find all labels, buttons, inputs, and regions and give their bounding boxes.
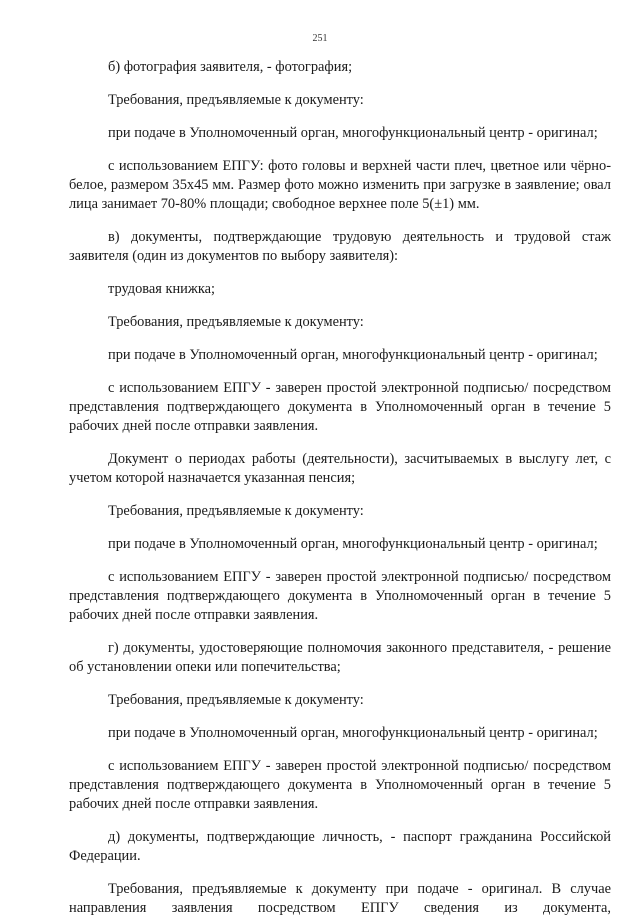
paragraph-representative-docs-item: г) документы, удостоверяющие полномочия законного представителя, - решение об установлении опеки или попечительства; xyxy=(69,640,611,675)
page-number: 251 xyxy=(312,33,328,44)
paragraph-original-submission: при подаче в Уполномоченный орган, многофункциональный центр - оригинал; xyxy=(108,536,598,552)
paragraph-epgu-photo-spec: с использованием ЕПГУ: фото головы и верхней части плеч, цветное или чёрно-белое, размером 35х45 мм. Размер фото можно изменить при загрузке в заявление; овал лица занимает 70-80% площади; свободное верхнее поле 5(±1) мм. xyxy=(69,158,611,212)
paragraph-requirements: Требования, предъявляемые к документу: xyxy=(108,692,364,708)
document-body xyxy=(69,58,611,918)
paragraph-identity-requirements: Требования, предъявляемые к документу при подаче - оригинал. В случае направления заявления посредством ЕПГУ сведения из документа, xyxy=(69,881,611,916)
paragraph-work-periods-doc: Документ о периодах работы (деятельности), засчитываемых в выслугу лет, с учетом которой назначается указанная пенсия; xyxy=(69,451,611,486)
paragraph-employment-docs-item: в) документы, подтверждающие трудовую деятельность и трудовой стаж заявителя (один из документов по выбору заявителя): xyxy=(69,229,611,264)
paragraph-epgu-signature: с использованием ЕПГУ - заверен простой электронной подписью/ посредством представления подтверждающего документа в Уполномоченный орган в течение 5 рабочих дней после отправки заявления. xyxy=(69,380,611,434)
paragraph-requirements: Требования, предъявляемые к документу: xyxy=(108,314,364,330)
paragraph-work-book: трудовая книжка; xyxy=(108,281,215,297)
paragraph-epgu-signature: с использованием ЕПГУ - заверен простой электронной подписью/ посредством представления подтверждающего документа в Уполномоченный орган в течение 5 рабочих дней после отправки заявления. xyxy=(69,569,611,623)
paragraph-requirements: Требования, предъявляемые к документу: xyxy=(108,92,364,108)
paragraph-requirements: Требования, предъявляемые к документу: xyxy=(108,503,364,519)
paragraph-photo-item: б) фотография заявителя, - фотография; xyxy=(108,59,353,75)
paragraph-original-submission: при подаче в Уполномоченный орган, многофункциональный центр - оригинал; xyxy=(108,125,598,141)
paragraph-original-submission: при подаче в Уполномоченный орган, многофункциональный центр - оригинал; xyxy=(108,347,598,363)
paragraph-original-submission: при подаче в Уполномоченный орган, многофункциональный центр - оригинал; xyxy=(108,725,598,741)
paragraph-epgu-signature: с использованием ЕПГУ - заверен простой электронной подписью/ посредством представления подтверждающего документа в Уполномоченный орган в течение 5 рабочих дней после отправки заявления. xyxy=(69,758,611,812)
paragraph-identity-docs-item: д) документы, подтверждающие личность, - паспорт гражданина Российской Федерации. xyxy=(69,829,611,864)
